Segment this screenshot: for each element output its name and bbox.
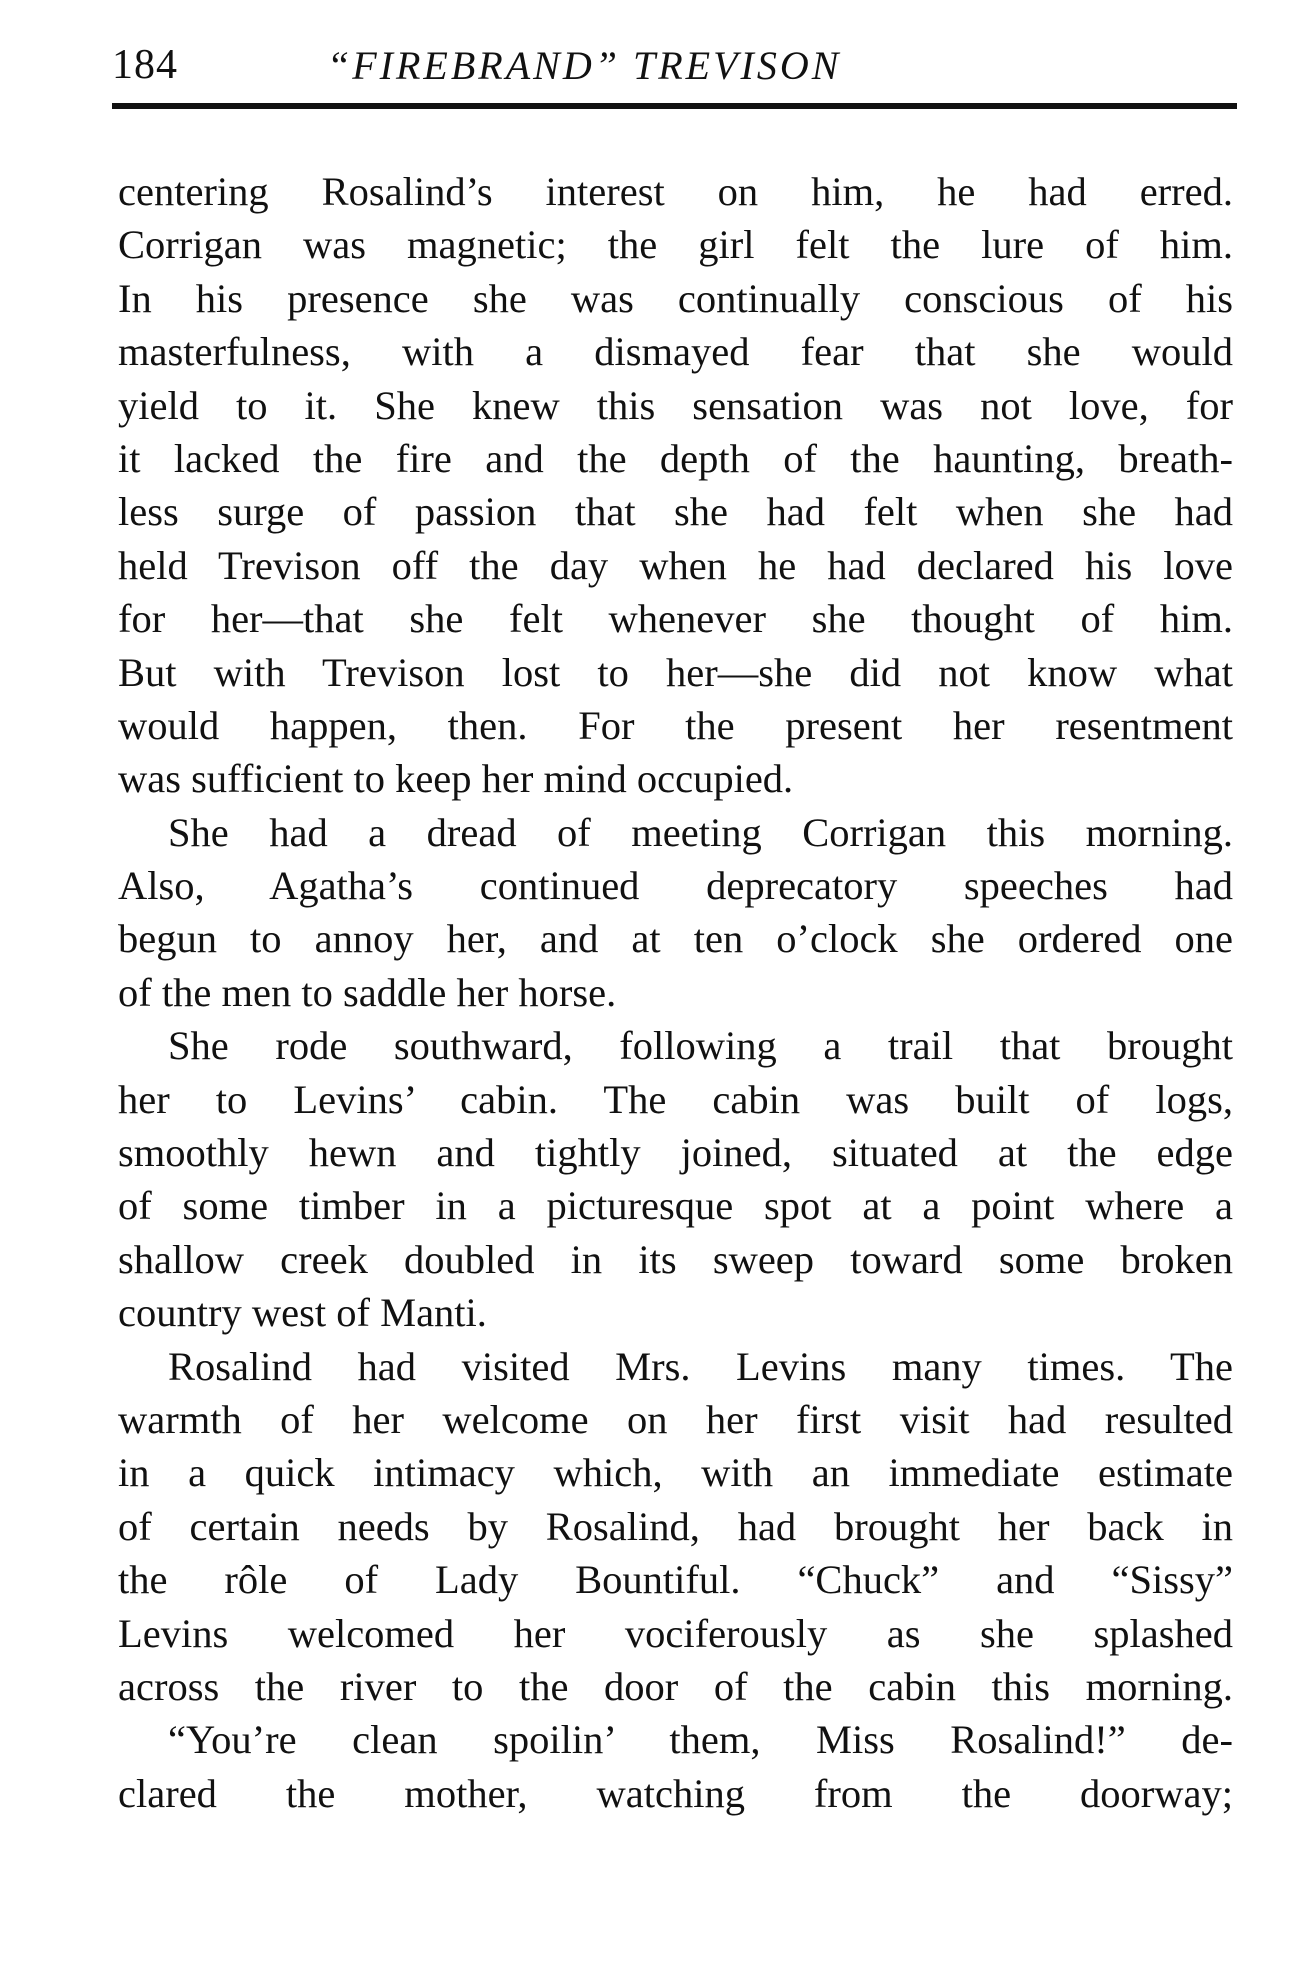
text-line: of the men to saddle her horse.	[118, 969, 617, 1015]
text-line: would happen, then. For the present her resentment	[118, 702, 1233, 748]
text-line: of some timber in a picturesque spot at a point where a	[118, 1183, 1233, 1229]
text-line: her to Levins’ cabin. The cabin was built of logs,	[118, 1076, 1233, 1122]
text-line: held Trevison off the day when he had declared his love	[118, 542, 1233, 588]
header-rule	[112, 103, 1237, 109]
running-title: “FIREBRAND” TREVISON	[327, 43, 842, 88]
text-line: Levins welcomed her vociferously as she splashed	[118, 1610, 1233, 1656]
text-line: for her—that she felt whenever she thought of him.	[118, 596, 1233, 642]
text-line: warmth of her welcome on her first visit had resulted	[118, 1396, 1233, 1442]
text-line: shallow creek doubled in its sweep toward some broken	[118, 1236, 1233, 1282]
body-text	[118, 165, 1233, 1820]
text-line: yield to it. She knew this sensation was not love, for	[118, 382, 1233, 428]
text-line: masterfulness, with a dismayed fear that she would	[118, 329, 1233, 375]
text-line: Also, Agatha’s continued deprecatory speeches had	[118, 863, 1233, 909]
page-number: 184	[112, 42, 178, 88]
text-line: She rode southward, following a trail that brought	[168, 1023, 1233, 1069]
page-header	[112, 40, 1232, 90]
text-line: Rosalind had visited Mrs. Levins many times. The	[168, 1343, 1233, 1389]
text-line: clared the mother, watching from the doorway;	[118, 1770, 1233, 1816]
text-line: In his presence she was continually conscious of his	[118, 275, 1233, 321]
text-line: the rôle of Lady Bountiful. “Chuck” and “Sissy”	[118, 1557, 1233, 1603]
text-line: of certain needs by Rosalind, had brought her back in	[118, 1503, 1233, 1549]
text-line: She had a dread of meeting Corrigan this morning.	[168, 809, 1233, 855]
text-line: “You’re clean spoilin’ them, Miss Rosalind!” de-	[168, 1717, 1233, 1763]
text-line: across the river to the door of the cabin this morning.	[118, 1663, 1233, 1709]
text-line: was sufficient to keep her mind occupied.	[118, 756, 794, 802]
text-line: But with Trevison lost to her—she did not know what	[118, 649, 1233, 695]
text-line: begun to annoy her, and at ten o’clock she ordered one	[118, 916, 1233, 962]
text-line: smoothly hewn and tightly joined, situated at the edge	[118, 1130, 1233, 1176]
text-line: country west of Manti.	[118, 1290, 487, 1336]
text-line: less surge of passion that she had felt when she had	[118, 489, 1233, 535]
text-line: it lacked the fire and the depth of the haunting, breath-	[118, 435, 1233, 481]
text-line: in a quick intimacy which, with an immediate estimate	[118, 1450, 1233, 1496]
text-line: Corrigan was magnetic; the girl felt the lure of him.	[118, 222, 1233, 268]
text-line: centering Rosalind’s interest on him, he had erred.	[118, 169, 1233, 214]
